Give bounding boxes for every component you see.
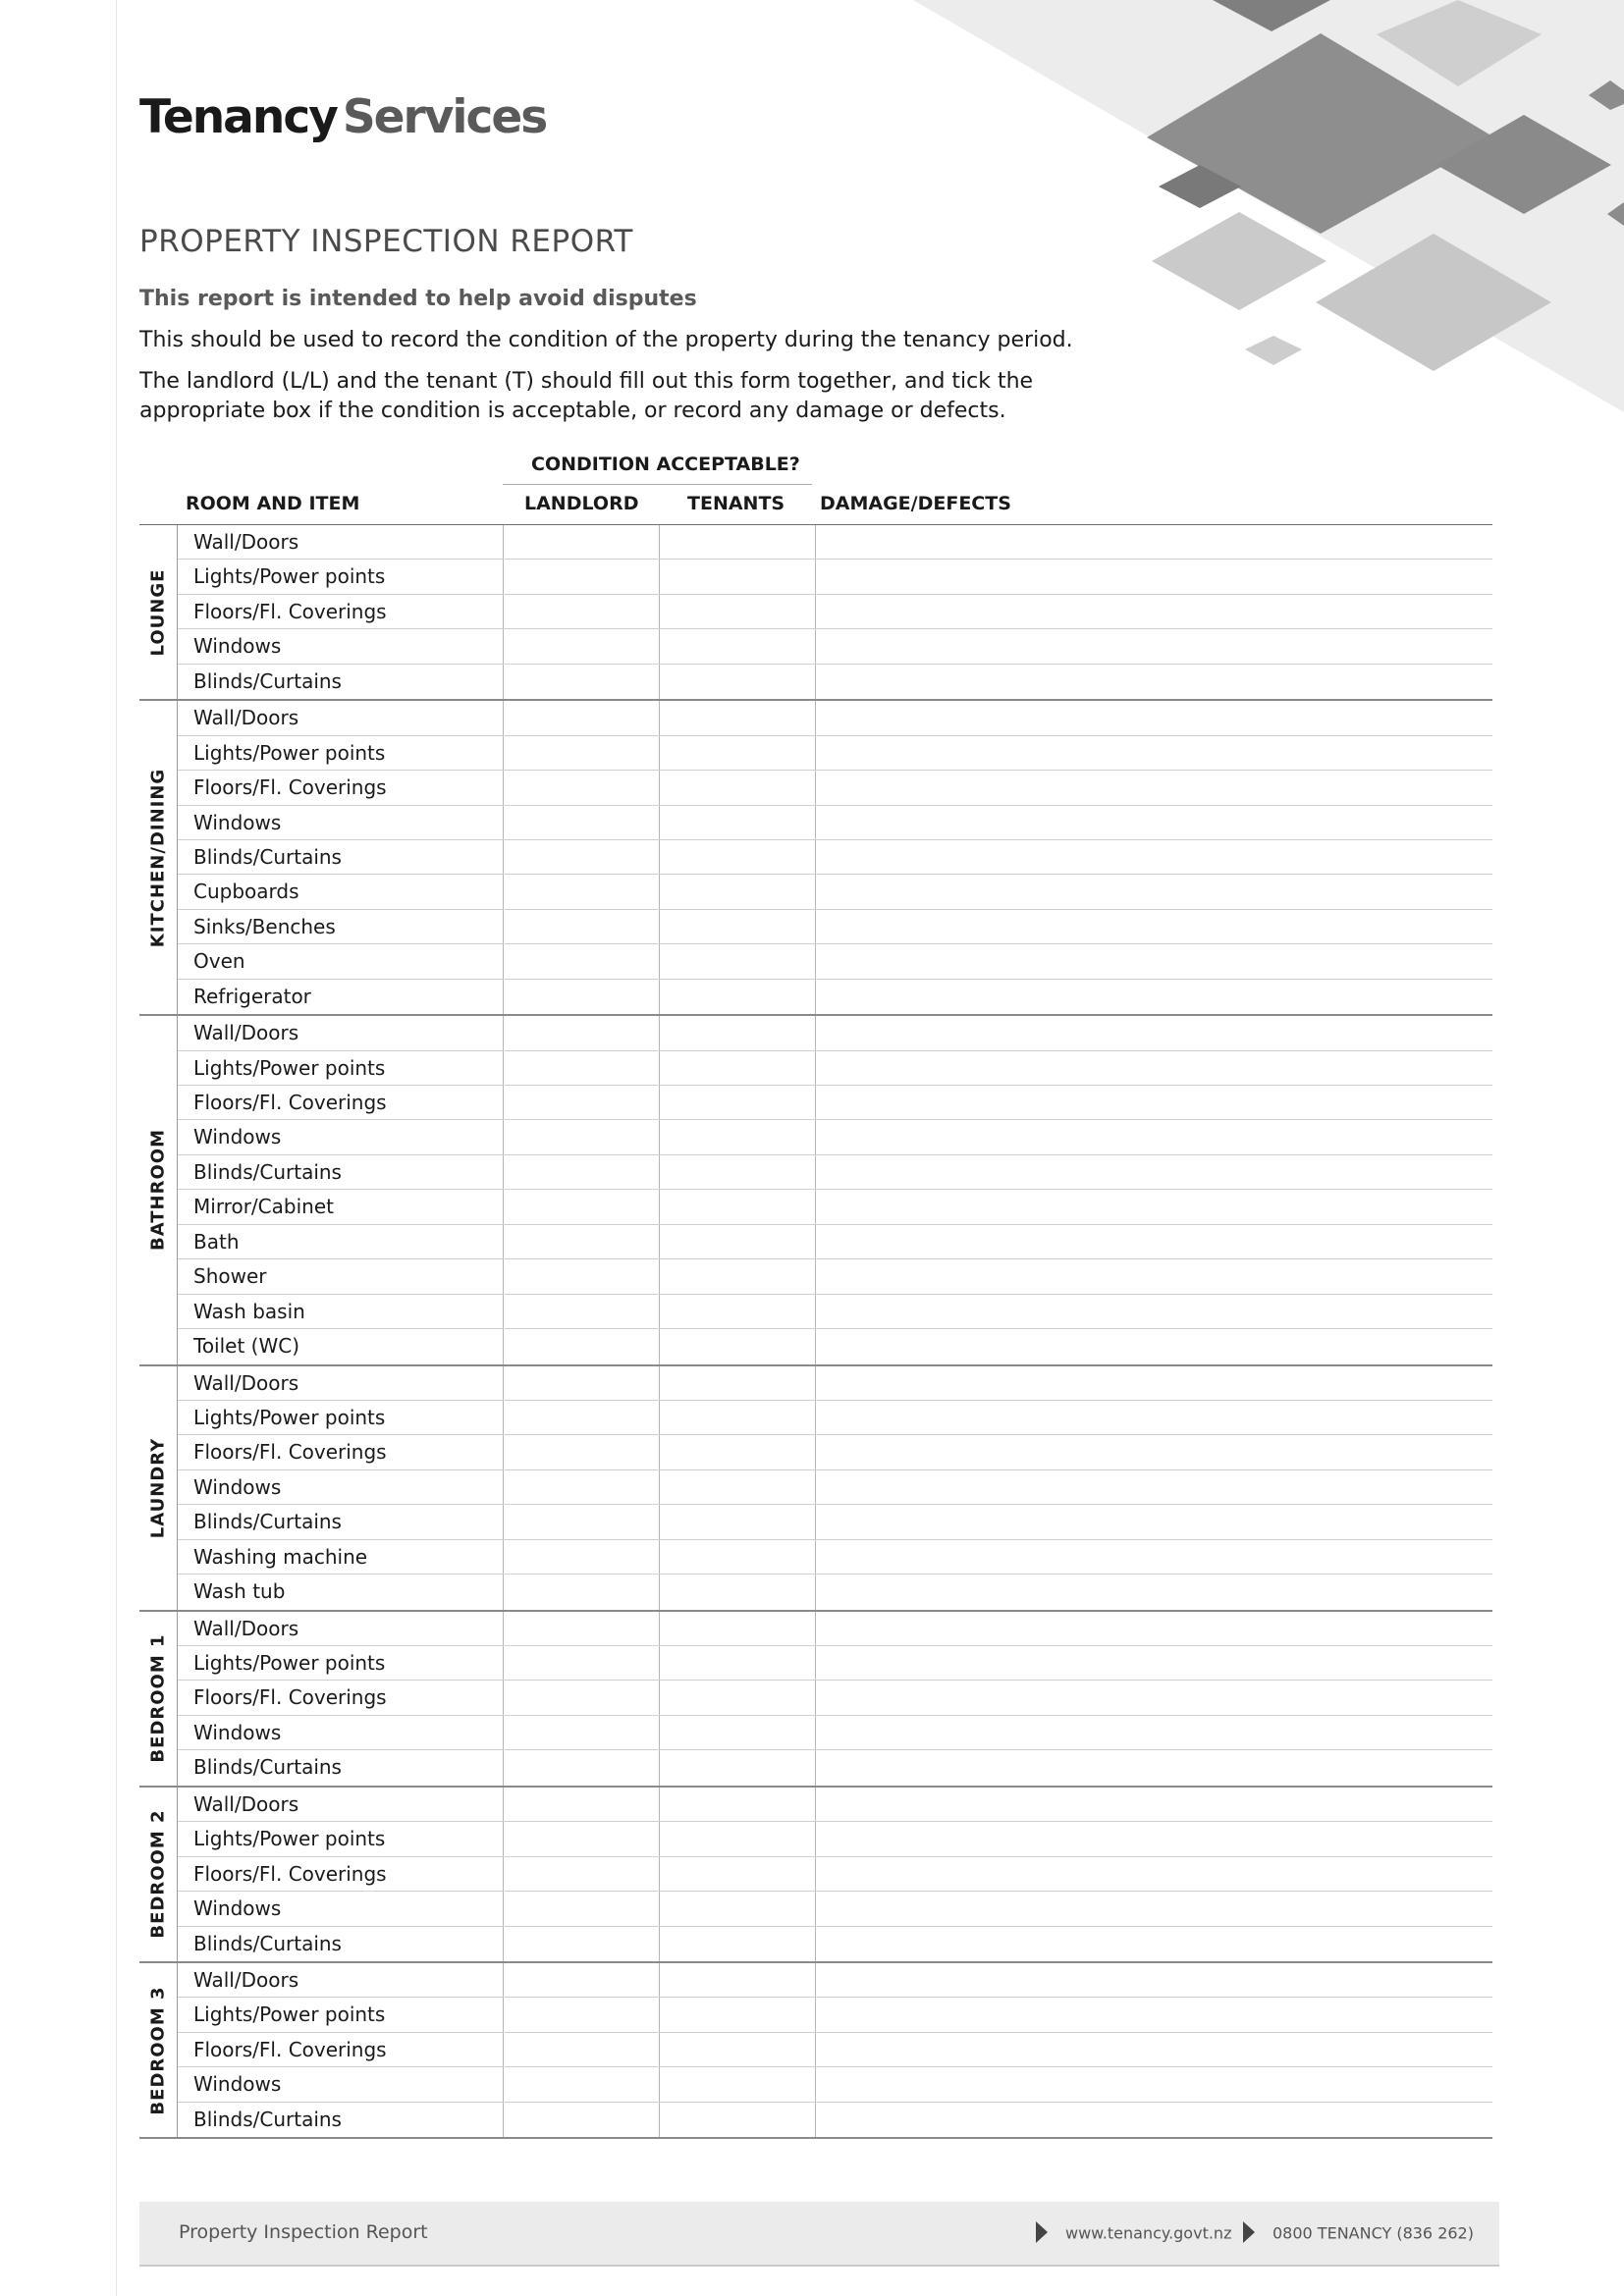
table-row (178, 1963, 1492, 1998)
landlord-check-cell[interactable] (504, 736, 660, 770)
header-room-and-item: ROOM AND ITEM (186, 493, 360, 514)
damage-defects-field[interactable] (816, 1857, 1492, 1891)
item-label: Lights/Power points (178, 736, 504, 770)
item-label: Floors/Fl. Coverings (178, 1681, 504, 1714)
table-row (178, 1822, 1492, 1856)
item-label: Floors/Fl. Coverings (178, 771, 504, 804)
damage-defects-field[interactable] (816, 1998, 1492, 2031)
damage-defects-field[interactable] (816, 701, 1492, 734)
damage-defects-field[interactable] (816, 1120, 1492, 1153)
table-row (178, 944, 1492, 979)
tenant-check-cell[interactable] (660, 1016, 816, 1049)
item-label: Wash tub (178, 1575, 504, 1609)
landlord-check-cell[interactable] (504, 875, 660, 908)
room-label: BEDROOM 3 (147, 1985, 169, 2115)
footer-website-link[interactable] (1036, 2223, 1231, 2245)
damage-defects-field[interactable] (816, 1190, 1492, 1223)
item-label: Windows (178, 806, 504, 839)
damage-defects-field[interactable] (816, 1051, 1492, 1085)
item-label: Windows (178, 1120, 504, 1153)
item-label: Floors/Fl. Coverings (178, 2033, 504, 2066)
landlord-check-cell[interactable] (504, 2103, 660, 2137)
room-section (139, 1788, 1492, 1963)
landlord-check-cell[interactable] (504, 1155, 660, 1189)
table-row (178, 980, 1492, 1014)
table-row (178, 2067, 1492, 2102)
landlord-check-cell[interactable] (504, 1998, 660, 2031)
landlord-check-cell[interactable] (504, 1788, 660, 1821)
landlord-check-cell[interactable] (504, 1540, 660, 1574)
item-label: Floors/Fl. Coverings (178, 1086, 504, 1119)
table-row (178, 1575, 1492, 1609)
item-label: Lights/Power points (178, 1646, 504, 1680)
landlord-check-cell[interactable] (504, 1750, 660, 1785)
item-label: Lights/Power points (178, 1822, 504, 1855)
header-condition-rule (503, 484, 812, 485)
tenant-check-cell[interactable] (660, 1190, 816, 1223)
landlord-check-cell[interactable] (504, 944, 660, 978)
item-label: Blinds/Curtains (178, 1505, 504, 1538)
room-label: LAUNDRY (147, 1437, 169, 1538)
damage-defects-field[interactable] (816, 1822, 1492, 1855)
item-label: Wall/Doors (178, 1612, 504, 1645)
item-label: Blinds/Curtains (178, 1155, 504, 1189)
tenant-check-cell[interactable] (660, 560, 816, 593)
landlord-check-cell[interactable] (504, 1259, 660, 1293)
table-row (178, 1225, 1492, 1259)
item-label: Windows (178, 1470, 504, 1504)
footer-phone-link[interactable] (1243, 2223, 1474, 2245)
table-row (178, 1612, 1492, 1646)
landlord-check-cell[interactable] (504, 840, 660, 874)
item-label: Windows (178, 1892, 504, 1925)
page-footer (139, 2202, 1499, 2267)
table-row (178, 1259, 1492, 1294)
landlord-check-cell[interactable] (504, 910, 660, 943)
damage-defects-field[interactable] (816, 1963, 1492, 1997)
tenant-check-cell[interactable] (660, 1086, 816, 1119)
footer-title: Property Inspection Report (179, 2221, 428, 2243)
header-condition-acceptable: CONDITION ACCEPTABLE? (531, 454, 800, 475)
table-row (178, 1646, 1492, 1681)
landlord-check-cell[interactable] (504, 1681, 660, 1714)
damage-defects-field[interactable] (816, 1575, 1492, 1609)
landlord-check-cell[interactable] (504, 1822, 660, 1855)
table-row (178, 1857, 1492, 1892)
tenant-check-cell[interactable] (660, 1892, 816, 1925)
table-row (178, 629, 1492, 664)
damage-defects-field[interactable] (816, 2067, 1492, 2101)
tenant-check-cell[interactable] (660, 1646, 816, 1680)
item-label: Mirror/Cabinet (178, 1190, 504, 1223)
damage-defects-field[interactable] (816, 980, 1492, 1014)
landlord-check-cell[interactable] (504, 1470, 660, 1504)
tenant-check-cell[interactable] (660, 665, 816, 699)
landlord-check-cell[interactable] (504, 1963, 660, 1997)
tenant-check-cell[interactable] (660, 1120, 816, 1153)
item-label: Floors/Fl. Coverings (178, 595, 504, 628)
damage-defects-field[interactable] (816, 840, 1492, 874)
tenancy-services-logo (139, 90, 546, 144)
table-row (178, 1401, 1492, 1435)
landlord-check-cell[interactable] (504, 1329, 660, 1363)
damage-defects-field[interactable] (816, 595, 1492, 628)
landlord-check-cell[interactable] (504, 1716, 660, 1749)
table-row (178, 1366, 1492, 1401)
intro-paragraph-2: The landlord (L/L) and the tenant (T) should fill out this form together, and tick the appropriate box if the condition is acceptable, or record any damage or defects. (139, 369, 1034, 423)
landlord-check-cell[interactable] (504, 1401, 660, 1434)
tenant-check-cell[interactable] (660, 910, 816, 943)
tenant-check-cell[interactable] (660, 771, 816, 804)
item-label: Windows (178, 1716, 504, 1749)
landlord-check-cell[interactable] (504, 2067, 660, 2101)
table-row (178, 2033, 1492, 2067)
tenant-check-cell[interactable] (660, 1927, 816, 1961)
landlord-check-cell[interactable] (504, 771, 660, 804)
item-label: Sinks/Benches (178, 910, 504, 943)
damage-defects-field[interactable] (816, 1086, 1492, 1119)
landlord-check-cell[interactable] (504, 980, 660, 1014)
item-label: Blinds/Curtains (178, 1927, 504, 1961)
landlord-check-cell[interactable] (504, 1225, 660, 1258)
tenant-check-cell[interactable] (660, 1366, 816, 1400)
intro-lead: This report is intended to help avoid disputes (139, 287, 697, 311)
damage-defects-field[interactable] (816, 1401, 1492, 1434)
damage-defects-field[interactable] (816, 1225, 1492, 1258)
table-row (178, 1505, 1492, 1539)
header-landlord: LANDLORD (524, 493, 639, 514)
table-row (178, 1120, 1492, 1154)
tenant-check-cell[interactable] (660, 2067, 816, 2101)
room-label: LOUNGE (147, 568, 169, 657)
table-row (178, 2103, 1492, 2137)
tenant-check-cell[interactable] (660, 1470, 816, 1504)
tenant-check-cell[interactable] (660, 875, 816, 908)
triangle-right-icon (1243, 2221, 1255, 2243)
tenant-check-cell[interactable] (660, 1155, 816, 1189)
item-label: Blinds/Curtains (178, 1750, 504, 1785)
damage-defects-field[interactable] (816, 1505, 1492, 1538)
room-label-cell (139, 1612, 178, 1786)
item-label: Washing machine (178, 1540, 504, 1574)
logo-word-tenancy: Tenancy (139, 90, 337, 144)
damage-defects-field[interactable] (816, 1155, 1492, 1189)
table-row (178, 665, 1492, 699)
table-row (178, 1086, 1492, 1120)
tenant-check-cell[interactable] (660, 1225, 816, 1258)
room-label: KITCHEN/DINING (147, 768, 169, 947)
tenant-check-cell[interactable] (660, 1401, 816, 1434)
table-row (178, 595, 1492, 629)
table-row (178, 736, 1492, 771)
tenant-check-cell[interactable] (660, 2033, 816, 2066)
table-row (178, 771, 1492, 805)
landlord-check-cell[interactable] (504, 1927, 660, 1961)
table-row (178, 875, 1492, 909)
item-label: Lights/Power points (178, 1401, 504, 1434)
table-row (178, 1681, 1492, 1715)
landlord-check-cell[interactable] (504, 1575, 660, 1609)
tenant-check-cell[interactable] (660, 806, 816, 839)
tenant-check-cell[interactable] (660, 1612, 816, 1645)
damage-defects-field[interactable] (816, 1435, 1492, 1468)
room-label-cell (139, 525, 178, 699)
room-section (139, 1963, 1492, 2139)
item-label: Windows (178, 2067, 504, 2101)
table-row (178, 1892, 1492, 1926)
damage-defects-field[interactable] (816, 1540, 1492, 1574)
table-row (178, 1051, 1492, 1086)
table-row (178, 1750, 1492, 1785)
item-label: Lights/Power points (178, 560, 504, 593)
room-section (139, 701, 1492, 1016)
room-section (139, 525, 1492, 701)
item-label: Blinds/Curtains (178, 665, 504, 699)
room-label-cell (139, 701, 178, 1014)
damage-defects-field[interactable] (816, 2033, 1492, 2066)
landlord-check-cell[interactable] (504, 2033, 660, 2066)
tenant-check-cell[interactable] (660, 701, 816, 734)
tenant-check-cell[interactable] (660, 1750, 816, 1785)
damage-defects-field[interactable] (816, 736, 1492, 770)
tenant-check-cell[interactable] (660, 1540, 816, 1574)
item-label: Blinds/Curtains (178, 2103, 504, 2137)
table-row (178, 1998, 1492, 2032)
tenant-check-cell[interactable] (660, 1505, 816, 1538)
tenant-check-cell[interactable] (660, 980, 816, 1014)
table-row (178, 840, 1492, 875)
tenant-check-cell[interactable] (660, 1681, 816, 1714)
item-label: Lights/Power points (178, 1998, 504, 2031)
room-section (139, 1366, 1492, 1612)
table-row (178, 1716, 1492, 1750)
tenant-check-cell[interactable] (660, 1295, 816, 1328)
landlord-check-cell[interactable] (504, 1612, 660, 1645)
tenant-check-cell[interactable] (660, 1857, 816, 1891)
tenant-check-cell[interactable] (660, 2103, 816, 2137)
tenant-check-cell[interactable] (660, 1259, 816, 1293)
intro-text (139, 285, 1121, 438)
tenant-check-cell[interactable] (660, 1963, 816, 1997)
damage-defects-field[interactable] (816, 1612, 1492, 1645)
table-row (178, 1435, 1492, 1469)
landlord-check-cell[interactable] (504, 560, 660, 593)
landlord-check-cell[interactable] (504, 1190, 660, 1223)
tenant-check-cell[interactable] (660, 595, 816, 628)
damage-defects-field[interactable] (816, 1788, 1492, 1821)
item-label: Shower (178, 1259, 504, 1293)
landlord-check-cell[interactable] (504, 1505, 660, 1538)
table-row (178, 1329, 1492, 1363)
table-row (178, 560, 1492, 594)
logo-word-services: Services (342, 90, 547, 144)
tenant-check-cell[interactable] (660, 525, 816, 559)
damage-defects-field[interactable] (816, 665, 1492, 699)
damage-defects-field[interactable] (816, 1646, 1492, 1680)
room-section (139, 1612, 1492, 1788)
item-label: Oven (178, 944, 504, 978)
damage-defects-field[interactable] (816, 1329, 1492, 1363)
landlord-check-cell[interactable] (504, 1016, 660, 1049)
damage-defects-field[interactable] (816, 1470, 1492, 1504)
damage-defects-field[interactable] (816, 1366, 1492, 1400)
landlord-check-cell[interactable] (504, 701, 660, 734)
landlord-check-cell[interactable] (504, 1120, 660, 1153)
landlord-check-cell[interactable] (504, 1646, 660, 1680)
damage-defects-field[interactable] (816, 560, 1492, 593)
room-label: BATHROOM (147, 1129, 169, 1252)
damage-defects-field[interactable] (816, 1927, 1492, 1961)
item-label: Blinds/Curtains (178, 840, 504, 874)
item-label: Toilet (WC) (178, 1329, 504, 1363)
item-label: Wall/Doors (178, 525, 504, 559)
landlord-check-cell[interactable] (504, 1857, 660, 1891)
table-row (178, 1155, 1492, 1190)
page-title: PROPERTY INSPECTION REPORT (139, 224, 633, 259)
tenant-check-cell[interactable] (660, 1822, 816, 1855)
tenant-check-cell[interactable] (660, 1575, 816, 1609)
table-row (178, 1540, 1492, 1575)
damage-defects-field[interactable] (816, 1892, 1492, 1925)
tenant-check-cell[interactable] (660, 1329, 816, 1363)
tenant-check-cell[interactable] (660, 944, 816, 978)
tenant-check-cell[interactable] (660, 840, 816, 874)
landlord-check-cell[interactable] (504, 1435, 660, 1468)
landlord-check-cell[interactable] (504, 1051, 660, 1085)
tenant-check-cell[interactable] (660, 736, 816, 770)
footer-phone-text: 0800 TENANCY (836 262) (1272, 2223, 1474, 2243)
damage-defects-field[interactable] (816, 875, 1492, 908)
landlord-check-cell[interactable] (504, 525, 660, 559)
item-label: Cupboards (178, 875, 504, 908)
room-label-cell (139, 1016, 178, 1363)
item-label: Wall/Doors (178, 1016, 504, 1049)
landlord-check-cell[interactable] (504, 665, 660, 699)
landlord-check-cell[interactable] (504, 806, 660, 839)
item-label: Wash basin (178, 1295, 504, 1328)
header-tenants: TENANTS (687, 493, 785, 514)
item-label: Windows (178, 629, 504, 663)
tenant-check-cell[interactable] (660, 1435, 816, 1468)
damage-defects-field[interactable] (816, 1016, 1492, 1049)
table-row (178, 910, 1492, 944)
damage-defects-field[interactable] (816, 1295, 1492, 1328)
damage-defects-field[interactable] (816, 806, 1492, 839)
damage-defects-field[interactable] (816, 2103, 1492, 2137)
item-label: Floors/Fl. Coverings (178, 1435, 504, 1468)
room-label: BEDROOM 2 (147, 1809, 169, 1939)
triangle-right-icon (1036, 2221, 1048, 2243)
footer-website-text: www.tenancy.govt.nz (1065, 2223, 1232, 2243)
damage-defects-field[interactable] (816, 629, 1492, 663)
landlord-check-cell[interactable] (504, 1366, 660, 1400)
room-label-cell (139, 1788, 178, 1961)
tenant-check-cell[interactable] (660, 629, 816, 663)
item-label: Wall/Doors (178, 701, 504, 734)
table-row (178, 525, 1492, 560)
damage-defects-field[interactable] (816, 910, 1492, 943)
tenant-check-cell[interactable] (660, 1998, 816, 2031)
table-row (178, 701, 1492, 735)
table-row (178, 1295, 1492, 1329)
header-damage-defects: DAMAGE/DEFECTS (820, 493, 1011, 514)
landlord-check-cell[interactable] (504, 1295, 660, 1328)
landlord-check-cell[interactable] (504, 1086, 660, 1119)
table-row (178, 806, 1492, 840)
item-label: Lights/Power points (178, 1051, 504, 1085)
item-label: Bath (178, 1225, 504, 1258)
item-label: Floors/Fl. Coverings (178, 1857, 504, 1891)
table-row (178, 1190, 1492, 1224)
table-row (178, 1016, 1492, 1050)
damage-defects-field[interactable] (816, 525, 1492, 559)
tenant-check-cell[interactable] (660, 1788, 816, 1821)
damage-defects-field[interactable] (816, 1716, 1492, 1749)
damage-defects-field[interactable] (816, 1681, 1492, 1714)
damage-defects-field[interactable] (816, 1259, 1492, 1293)
intro-paragraph-1: This should be used to record the condition of the property during the tenancy period. (139, 328, 1073, 352)
item-label: Wall/Doors (178, 1963, 504, 1997)
damage-defects-field[interactable] (816, 1750, 1492, 1785)
table-row (178, 1788, 1492, 1822)
landlord-check-cell[interactable] (504, 595, 660, 628)
damage-defects-field[interactable] (816, 944, 1492, 978)
room-label: BEDROOM 1 (147, 1633, 169, 1763)
landlord-check-cell[interactable] (504, 629, 660, 663)
item-label: Refrigerator (178, 980, 504, 1014)
table-row (178, 1927, 1492, 1961)
tenant-check-cell[interactable] (660, 1716, 816, 1749)
damage-defects-field[interactable] (816, 771, 1492, 804)
inspection-table (139, 524, 1492, 2139)
item-label: Wall/Doors (178, 1788, 504, 1821)
room-label-cell (139, 1963, 178, 2137)
item-label: Wall/Doors (178, 1366, 504, 1400)
table-row (178, 1470, 1492, 1505)
tenant-check-cell[interactable] (660, 1051, 816, 1085)
landlord-check-cell[interactable] (504, 1892, 660, 1925)
room-label-cell (139, 1366, 178, 1610)
room-section (139, 1016, 1492, 1365)
